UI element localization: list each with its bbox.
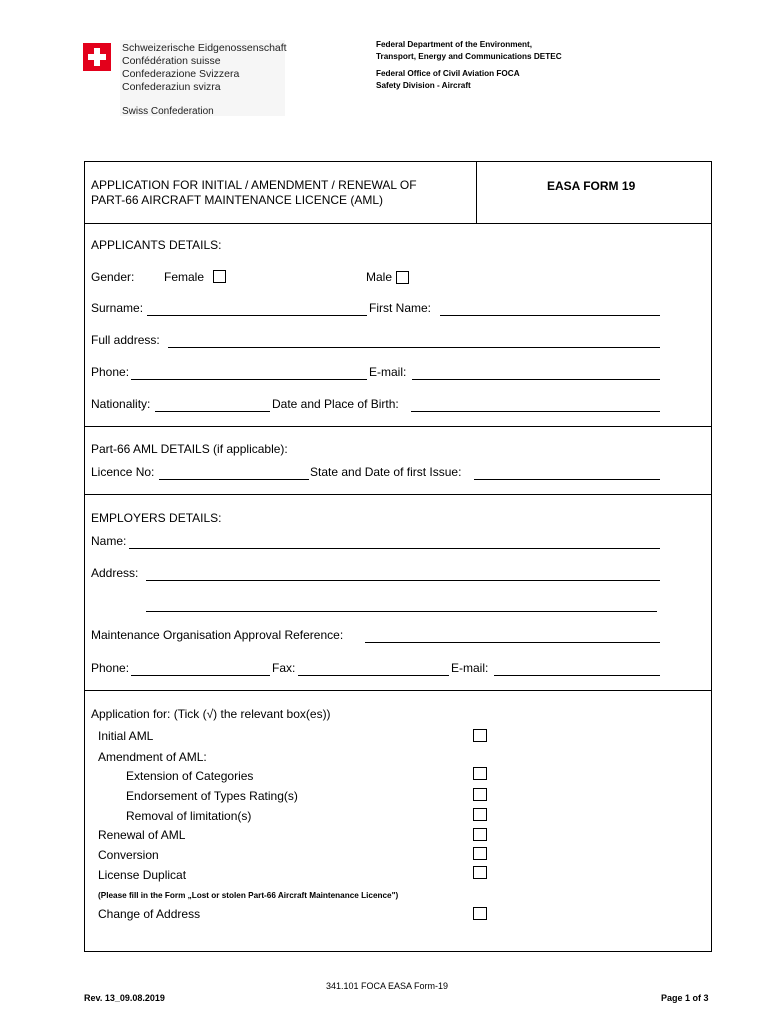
- employer-fax-label: Fax:: [272, 661, 296, 675]
- aml-heading: Part-66 AML DETAILS (if applicable):: [91, 442, 288, 456]
- employer-email-field[interactable]: [494, 675, 660, 676]
- confederation-name-de: Schweizerische Eidgenossenschaft: [122, 42, 287, 54]
- employer-heading: EMPLOYERS DETAILS:: [91, 511, 222, 525]
- page-number: Page 1 of 3: [661, 993, 709, 1003]
- full-address-label: Full address:: [91, 333, 160, 347]
- initial-aml-checkbox[interactable]: [473, 729, 487, 742]
- nationality-label: Nationality:: [91, 397, 151, 411]
- title-divider: [476, 161, 477, 223]
- application-heading: Application for: (Tick (√) the relevant box(es)): [91, 707, 331, 721]
- amendment-label: Amendment of AML:: [98, 750, 207, 764]
- office-line-1: Federal Office of Civil Aviation FOCA: [376, 69, 520, 78]
- confederation-name-fr: Confédération suisse: [122, 55, 221, 67]
- removal-label: Removal of limitation(s): [126, 809, 252, 823]
- office-line-2: Safety Division - Aircraft: [376, 81, 471, 90]
- female-label: Female: [164, 270, 205, 284]
- endorsement-checkbox[interactable]: [473, 788, 487, 801]
- duplicate-checkbox[interactable]: [473, 866, 487, 879]
- section-divider: [84, 494, 712, 495]
- employer-address-field[interactable]: [146, 580, 660, 581]
- employer-address-label: Address:: [91, 566, 139, 580]
- birth-field[interactable]: [411, 411, 660, 412]
- employer-address-field-2[interactable]: [146, 611, 657, 612]
- first-name-label: First Name:: [369, 301, 432, 315]
- phone-label: Phone:: [91, 365, 130, 379]
- document-reference: 341.101 FOCA EASA Form-19: [326, 981, 449, 991]
- form-id: EASA FORM 19: [547, 179, 636, 193]
- change-address-checkbox[interactable]: [473, 907, 487, 920]
- email-field[interactable]: [412, 379, 660, 380]
- phone-field[interactable]: [131, 379, 367, 380]
- full-address-field[interactable]: [168, 347, 660, 348]
- surname-label: Surname:: [91, 301, 144, 315]
- confederation-name-rm: Confederaziun svizra: [122, 81, 221, 93]
- email-label: E-mail:: [369, 365, 407, 379]
- extension-checkbox[interactable]: [473, 767, 487, 780]
- moa-field[interactable]: [365, 642, 660, 643]
- applicant-heading: APPLICANTS DETAILS:: [91, 238, 222, 252]
- employer-name-field[interactable]: [129, 548, 660, 549]
- moa-label: Maintenance Organisation Approval Reference:: [91, 628, 344, 642]
- gender-label: Gender:: [91, 270, 135, 284]
- duplicate-note: (Please fill in the Form „Lost or stolen Part-66 Aircraft Maintenance Licence"): [98, 891, 399, 900]
- first-name-field[interactable]: [440, 315, 660, 316]
- endorsement-label: Endorsement of Types Rating(s): [126, 789, 298, 803]
- nationality-field[interactable]: [155, 411, 270, 412]
- conversion-checkbox[interactable]: [473, 847, 487, 860]
- employer-phone-label: Phone:: [91, 661, 130, 675]
- male-checkbox[interactable]: [396, 271, 409, 284]
- revision-label: Rev. 13_09.08.2019: [84, 993, 165, 1003]
- employer-email-label: E-mail:: [451, 661, 489, 675]
- initial-aml-label: Initial AML: [98, 729, 154, 743]
- section-divider: [84, 690, 712, 691]
- form-title-line-1: APPLICATION FOR INITIAL / AMENDMENT / RENEWAL OF: [91, 178, 417, 192]
- state-date-label: State and Date of first Issue:: [310, 465, 462, 479]
- confederation-name-it: Confederazione Svizzera: [122, 68, 240, 80]
- form-title-line-2: PART-66 AIRCRAFT MAINTENANCE LICENCE (AML): [91, 193, 384, 207]
- swiss-confederation-label: Swiss Confederation: [122, 106, 214, 117]
- employer-fax-field[interactable]: [298, 675, 449, 676]
- swiss-flag-icon: [83, 43, 111, 71]
- male-label: Male: [366, 270, 393, 284]
- birth-label: Date and Place of Birth:: [272, 397, 399, 411]
- duplicate-label: License Duplicat: [98, 868, 187, 882]
- renewal-label: Renewal of AML: [98, 828, 186, 842]
- change-address-label: Change of Address: [98, 907, 201, 921]
- department-line-1: Federal Department of the Environment,: [376, 40, 533, 49]
- surname-field[interactable]: [147, 315, 367, 316]
- licence-label: Licence No:: [91, 465, 155, 479]
- state-date-field[interactable]: [474, 479, 660, 480]
- extension-label: Extension of Categories: [126, 769, 254, 783]
- employer-name-label: Name:: [91, 534, 127, 548]
- employer-phone-field[interactable]: [131, 675, 270, 676]
- section-divider: [84, 426, 712, 427]
- licence-field[interactable]: [159, 479, 309, 480]
- renewal-checkbox[interactable]: [473, 828, 487, 841]
- section-divider: [84, 223, 712, 224]
- conversion-label: Conversion: [98, 848, 159, 862]
- removal-checkbox[interactable]: [473, 808, 487, 821]
- department-line-2: Transport, Energy and Communications DETEC: [376, 52, 562, 61]
- female-checkbox[interactable]: [213, 270, 226, 283]
